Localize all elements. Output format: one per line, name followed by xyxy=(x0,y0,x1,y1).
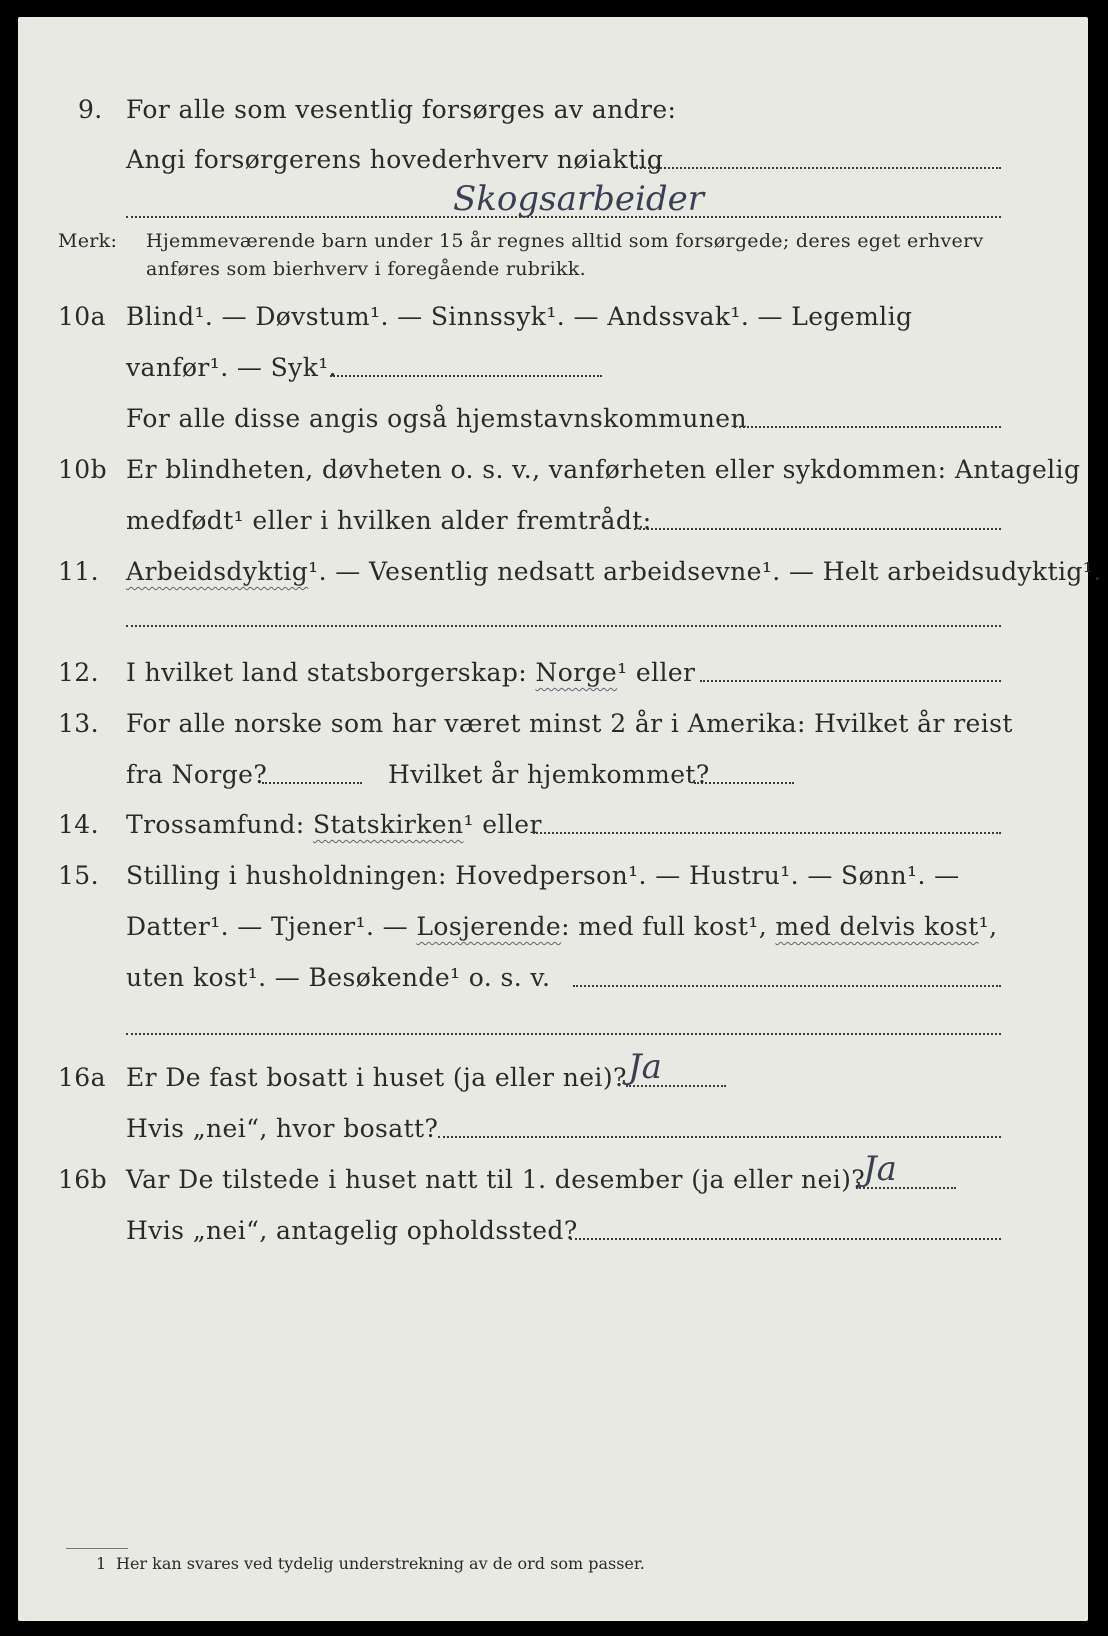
question-12-text: I hvilket land statsborgerskap: xyxy=(126,658,528,687)
question-15-options-b: : med full kost¹, xyxy=(561,912,768,941)
answer-line xyxy=(330,375,602,377)
answer-line xyxy=(633,167,1001,169)
question-9-line1 xyxy=(78,95,677,124)
question-15-options-c: ¹, xyxy=(978,912,998,941)
answer-line xyxy=(126,216,1001,218)
answer-line xyxy=(570,1238,1001,1240)
question-13-line1: For alle norske som har været minst 2 år i Amerika: Hvilket år reist xyxy=(126,709,1013,738)
question-14-number: 14. xyxy=(58,810,99,839)
question-9-number: 9. xyxy=(78,95,103,124)
question-11-number: 11. xyxy=(58,557,99,586)
footnote-rule xyxy=(66,1548,128,1549)
question-10a-line3: For alle disse angis også hjemstavnskommunen xyxy=(126,404,747,433)
answer-line xyxy=(126,1033,1001,1035)
answer-underline-delvis-kost: med delvis kost xyxy=(775,912,979,941)
question-16b-line1: Var De tilstede i huset natt til 1. desember (ja eller nei)? xyxy=(126,1165,866,1194)
question-13-number: 13. xyxy=(58,709,99,738)
footnote-text: Her kan svares ved tydelig understrekning av de ord som passer. xyxy=(116,1554,645,1573)
question-14-text: Trossamfund: xyxy=(126,810,305,839)
answer-line xyxy=(634,528,1001,530)
footnote-mark: 1 xyxy=(96,1554,107,1573)
answer-line xyxy=(262,782,362,784)
question-10b-line1: Er blindheten, døvheten o. s. v., vanførheten eller sykdommen: Antagelig xyxy=(126,455,1081,484)
answer-underline-losjerende: Losjerende xyxy=(416,912,562,941)
question-12-suffix: ¹ eller xyxy=(617,658,696,687)
question-14-line xyxy=(126,810,542,839)
answer-line xyxy=(573,985,1001,987)
question-16b-line2: Hvis „nei“, antagelig opholdssted? xyxy=(126,1216,578,1245)
question-10b-line2: medfødt¹ eller i hvilken alder fremtrådt: xyxy=(126,506,652,535)
question-11-line xyxy=(126,557,1102,586)
census-form-page xyxy=(18,17,1102,1621)
question-16a-number: 16a xyxy=(58,1063,106,1092)
answer-line xyxy=(626,1085,726,1087)
answer-line xyxy=(694,782,794,784)
question-10b-number: 10b xyxy=(58,455,108,484)
question-10a-line2: vanfør¹. — Syk¹. xyxy=(126,353,338,382)
question-15-number: 15. xyxy=(58,861,99,890)
question-11-options: ¹. — Vesentlig nedsatt arbeidsevne¹. — Helt arbeidsudyktig¹. xyxy=(308,557,1102,586)
handwritten-answer-16a: Ja xyxy=(628,1047,662,1087)
question-15-line3: uten kost¹. — Besøkende¹ o. s. v. xyxy=(126,963,551,992)
question-16a-line1: Er De fast bosatt i huset (ja eller nei)? xyxy=(126,1063,627,1092)
question-15-options-a: Datter¹. — Tjener¹. — xyxy=(126,912,409,941)
question-15-line2 xyxy=(126,912,997,941)
handwritten-answer-9: Skogsarbeider xyxy=(453,179,704,219)
question-10a-number: 10a xyxy=(58,302,106,331)
question-16b-number: 16b xyxy=(58,1165,108,1194)
question-9-text: For alle som vesentlig forsørges av andre: xyxy=(126,95,677,124)
answer-line xyxy=(126,625,1001,627)
question-13-line2a: fra Norge? xyxy=(126,760,268,789)
question-12-number: 12. xyxy=(58,658,99,687)
question-12-line xyxy=(126,658,695,687)
question-10a-line1: Blind¹. — Døvstum¹. — Sinnssyk¹. — Andssvak¹. — Legemlig xyxy=(126,302,913,331)
answer-line xyxy=(438,1136,1001,1138)
handwritten-answer-16b: Ja xyxy=(863,1149,897,1189)
answer-line xyxy=(734,426,1001,428)
note-label: Merk: xyxy=(58,230,118,252)
answer-line xyxy=(856,1187,956,1189)
answer-underline-statskirken: Statskirken xyxy=(313,810,464,839)
question-14-suffix: ¹ eller xyxy=(463,810,542,839)
note-line1: Hjemmeværende barn under 15 år regnes alltid som forsørgede; deres eget erhverv xyxy=(146,230,984,252)
answer-line xyxy=(533,832,1001,834)
question-13-line2b: Hvilket år hjemkommet? xyxy=(388,760,710,789)
question-9-line2: Angi forsørgerens hovederhverv nøiaktig xyxy=(126,145,664,174)
answer-underline-norge: Norge xyxy=(535,658,618,687)
question-16a-line2: Hvis „nei“, hvor bosatt? xyxy=(126,1114,439,1143)
answer-line xyxy=(700,680,1001,682)
answer-underline-arbeidsdyktig: Arbeidsdyktig xyxy=(126,557,309,586)
question-15-line1: Stilling i husholdningen: Hovedperson¹. — Hustru¹. — Sønn¹. — xyxy=(126,861,960,890)
note-line2: anføres som bierhverv i foregående rubrikk. xyxy=(146,258,586,280)
